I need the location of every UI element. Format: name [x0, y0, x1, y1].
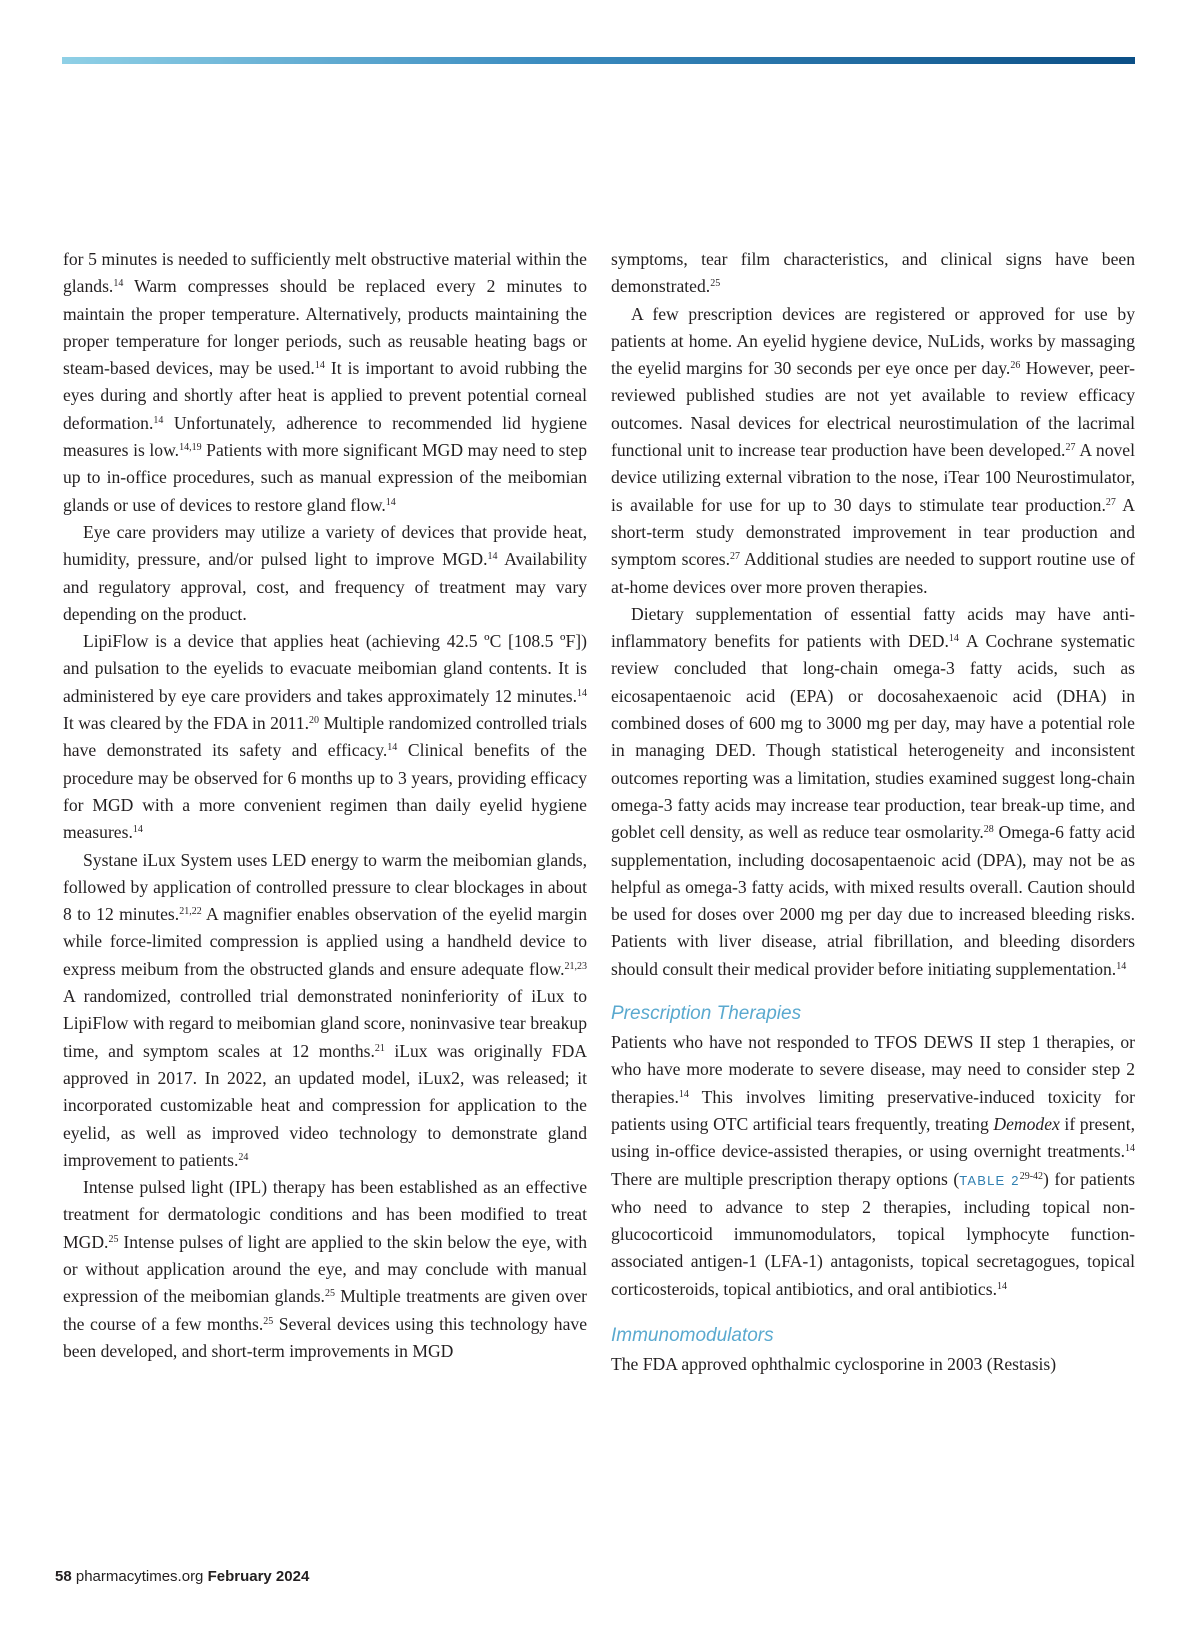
paragraph: LipiFlow is a device that applies heat (achieving 42.5 ºC [108.5 ºF]) and pulsation to the eyelids to evacuate meibomian gland contents. It is administered by eye care providers and takes approximately 12 minutes.$^{14}$ It was cleared by the FDA in 2011.20 Multiple randomized controlled trials have demonstrated its safety and efficacy.$^{14}$ Clinical benefits of the procedure may be observed for 6 months up to 3 years, providing efficacy for MGD with a more convenient regimen than daily eyelid hygiene measures.$^{14}$ [63, 631, 587, 843]
paragraph: Eye care providers may utilize a variety of devices that provide heat, humidity, pressure, and/or pulsed light to improve MGD.$^{14}$ Availability and regulatory approval, cost, and frequency of treatment may vary depending on the product. [63, 521, 587, 624]
paragraph: A few prescription devices are registered or approved for use by patients at home. An eyelid hygiene device, NuLids, works by massaging the eyelid margins for 30 seconds per eye once per day.$^{26}$ However, peer-reviewed published studies are not yet available to review efficacy outcomes. Nasal devices for electrical neurostimulation of the lacrimal functional unit to increase tear production have been developed.$^{27}$ A novel device utilizing external vibration to the nose, iTear 100 Neurostimulator, is available for use for up to 30 days to stimulate tear production.$^{27}$ A short-term study demonstrated improvement in tear production and symptom scores.$^{27}$ Additional studies are needed to support routine use of at-home devices over more proven therapies. [611, 303, 1135, 597]
left-column [63, 246, 587, 1365]
paragraph: Patients who have not responded to TFOS DEWS II step 1 therapies, or who have more moderate to severe disease, may need to consider step 2 therapies.$^{14}$ This involves limiting preservative-induced toxicity for patients using OTC artificial tears frequently, treating Demodex if present, using in-office device-assisted therapies, or using overnight treatments.$^{14}$ There are multiple prescription therapy options (TABLE 2$^{29-42}$) for patients who need to advance to step 2 therapies, including topical non-glucocorticoid immunomodulators, topical lymphocyte function-associated antigen-1 (LFA-1) antagonists, topical secretagogues, topical corticosteroids, topical antibiotics, and oral antibiotics.$^{14}$ [611, 1032, 1135, 1299]
right-column [611, 246, 1135, 1378]
paragraph: Dietary supplementation of essential fatty acids may have anti-inflammatory benefits for patients with DED.$^{14}$ A Cochrane systematic review concluded that long-chain omega-3 fatty acids, such as eicosapentaenoic acid (EPA) or docosahexaenoic acid (DHA) in combined doses of 600 mg to 3000 mg per day, may have a potential role in managing DED. Though statistical heterogeneity and inconsistent outcomes reporting was a limitation, studies examined suggest long-chain omega-3 fatty acids may increase tear production, tear break-up time, and goblet cell density, as well as reduce tear osmolarity.$^{28}$ Omega-6 fatty acid supplementation, including docosapentaenoic acid (DPA), may not be as helpful as omega-3 fatty acids, with mixed results overall. Caution should be used for doses over 2000 mg per day due to increased bleeding risks. Patients with liver disease, atrial fibrillation, and bleeding disorders should consult their medical provider before initiating supplementation.$^{14}$ [611, 603, 1136, 979]
footer-site: pharmacytimes.org [75, 1568, 204, 1585]
table-2-reference[interactable]: TABLE 2 [959, 1172, 1020, 1188]
page-number: 58 [55, 1568, 72, 1585]
section-heading-immunomodulators: Immunomodulators [611, 1324, 774, 1346]
header-rule [62, 57, 1135, 64]
page-footer [55, 1568, 309, 1585]
footer-issue: February 2024 [207, 1568, 310, 1585]
paragraph: Systane iLux System uses LED energy to warm the meibomian glands, followed by application of controlled pressure to clear blockages in about 8 to 12 minutes.$^{21,22}$ A magnifier enables observation of the eyelid margin while force-limited compression is applied using a handheld device to express meibum from the obstructed glands and ensure adequate flow.$^{21,23}$ A randomized, controlled trial demonstrated noninferiority of iLux to LipiFlow with regard to meibomian gland score, noninvasive tear breakup time, and symptom scales at 12 months.$^{21}$ iLux was originally FDA approved in 2017. In 2022, an updated model, iLux2, was released; it incorporated customizable heat and compression for application to the eyelid, as well as improved video technology to demonstrate gland improvement to patients.$^{24}$ [63, 849, 587, 1170]
paragraph: Intense pulsed light (IPL) therapy has been established as an effective treatment for dermatologic conditions and has been modified to treat MGD.$^{25}$ Intense pulses of light are applied to the skin below the eye, with or without application around the eye, and may conclude with manual expression of the meibomian glands.$^{25}$ Multiple treatments are given over the course of a few months.$^{25}$ Several devices using this technology have been developed, and short-term improvements in MGD [63, 1177, 587, 1361]
paragraph: The FDA approved ophthalmic cyclosporine in 2003 (Restasis) [611, 1353, 1057, 1374]
paragraph: for 5 minutes is needed to sufficiently melt obstructive material within the glands.$^{14}$ Warm compresses should be replaced every 2 minutes to maintain the proper temperature. Alternatively, products maintaining the proper temperature for longer periods, such as reusable heating bags or steam-based devices, may be used.$^{14}$ It is important to avoid rubbing the eyes during and shortly after heat is applied to prevent potential corneal deformation.$^{14}$ Unfortunately, adherence to recommended lid hygiene measures is low.$^{14,19}$ Patients with more significant MGD may need to step up to in-office procedures, such as manual expression of the meibomian glands or use of devices to restore gland flow.$^{14}$ [63, 249, 588, 515]
section-heading-prescription-therapies: Prescription Therapies [611, 1003, 802, 1025]
paragraph: symptoms, tear film characteristics, and clinical signs have been demonstrated.$^{25}$ [611, 249, 1135, 297]
